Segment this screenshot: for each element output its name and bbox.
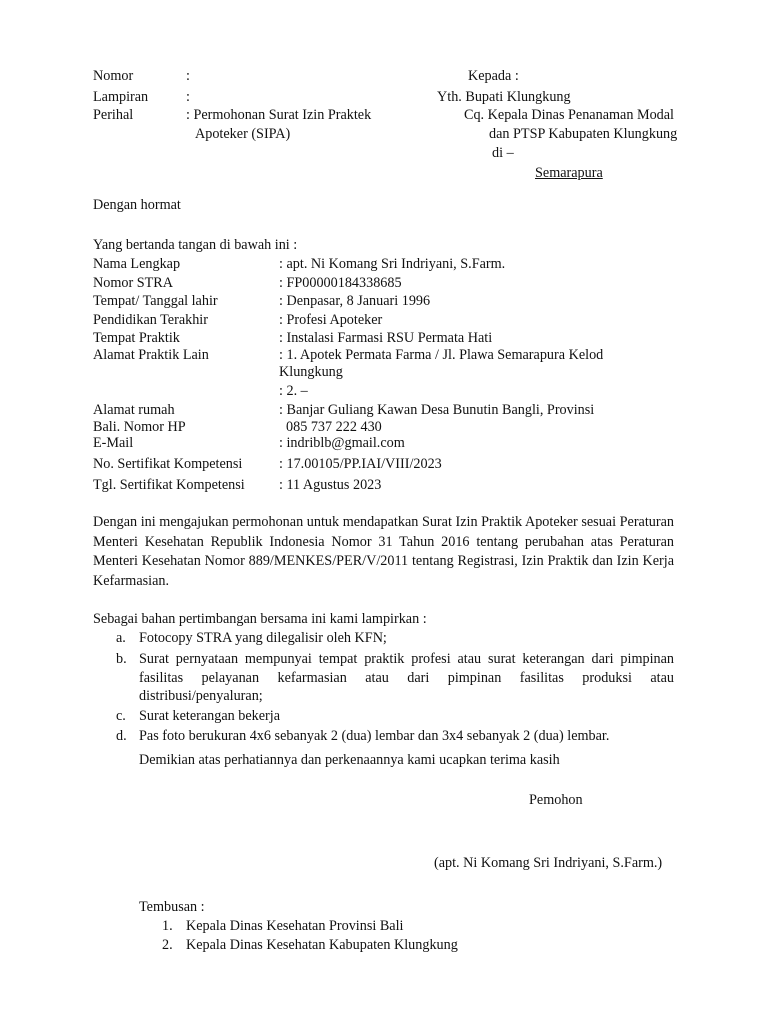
signature-name: (apt. Ni Komang Sri Indriyani, S.Farm.) <box>434 855 663 871</box>
identity-value: : FP00000184338685 <box>279 275 402 291</box>
recipient-cq: Cq. Kepala Dinas Penanaman Modal <box>464 107 674 123</box>
list-marker: 1. <box>162 918 173 934</box>
list-marker: 2. <box>162 937 173 953</box>
identity-value: : indriblb@gmail.com <box>279 435 405 451</box>
list-marker: b. <box>116 651 127 667</box>
nomor-colon: : <box>186 68 190 84</box>
recipient-city: Semarapura <box>535 165 603 181</box>
list-item: Kepala Dinas Kesehatan Provinsi Bali <box>186 918 404 934</box>
signature-role: Pemohon <box>529 792 583 808</box>
lampiran-colon: : <box>186 89 190 105</box>
list-marker: a. <box>116 630 126 646</box>
list-item: Surat pernyataan mempunyai tempat praktik profesi atau surat keterangan dari pimpinan fasilitas pelayanan kefarmasian atau dari pimpinan fasilitas produksi atau distribusi/penyaluran; <box>139 651 674 704</box>
closing-sentence: Demikian atas perhatiannya dan perkenaannya kami ucapkan terima kasih <box>139 752 560 768</box>
identity-label: Nomor STRA <box>93 275 174 291</box>
identity-value: : Denpasar, 8 Januari 1996 <box>279 293 431 309</box>
nomor-label: Nomor <box>93 68 134 84</box>
identity-value: : 2. – <box>279 383 308 399</box>
attachments-intro: Sebagai bahan pertimbangan bersama ini kami lampirkan : <box>93 611 427 627</box>
identity-value: : 11 Agustus 2023 <box>279 477 382 493</box>
identity-label: Bali. Nomor HP <box>93 419 186 435</box>
list-item: Fotocopy STRA yang dilegalisir oleh KFN; <box>139 630 387 646</box>
list-item: Surat keterangan bekerja <box>139 708 281 724</box>
identity-value: : Banjar Guliang Kawan Desa Bunutin Bangli, Provinsi <box>279 402 595 418</box>
identity-label: Alamat Praktik Lain <box>93 347 209 363</box>
identity-label: Nama Lengkap <box>93 256 181 272</box>
identity-label: E-Mail <box>93 435 134 451</box>
identity-label: No. Sertifikat Kompetensi <box>93 456 243 472</box>
recipient-cq-2: dan PTSP Kabupaten Klungkung <box>489 126 678 142</box>
identity-value: : Profesi Apoteker <box>279 312 383 328</box>
identity-value-continued: Klungkung <box>279 364 343 380</box>
identity-value: : apt. Ni Komang Sri Indriyani, S.Farm. <box>279 256 506 272</box>
list-marker: c. <box>116 708 126 724</box>
perihal-label: Perihal <box>93 107 134 123</box>
kepada-label: Kepada : <box>468 68 519 84</box>
cc-title: Tembusan : <box>139 899 205 915</box>
identity-intro: Yang bertanda tangan di bawah ini : <box>93 237 298 253</box>
identity-value: 085 737 222 430 <box>286 419 382 435</box>
identity-value: : Instalasi Farmasi RSU Permata Hati <box>279 330 493 346</box>
list-item: Pas foto berukuran 4x6 sebanyak 2 (dua) lembar dan 3x4 sebanyak 2 (dua) lembar. <box>139 728 610 744</box>
identity-label: Tempat Praktik <box>93 330 180 346</box>
lampiran-label: Lampiran <box>93 89 149 105</box>
perihal-line-2: Apoteker (SIPA) <box>195 126 291 142</box>
identity-label: Tempat/ Tanggal lahir <box>93 293 218 309</box>
identity-value: : 1. Apotek Permata Farma / Jl. Plawa Semarapura Kelod <box>279 347 604 363</box>
recipient-title: Yth. Bupati Klungkung <box>437 89 571 105</box>
list-marker: d. <box>116 728 127 744</box>
list-item: Kepala Dinas Kesehatan Kabupaten Klungkung <box>186 937 458 953</box>
request-paragraph: Dengan ini mengajukan permohonan untuk mendapatkan Surat Izin Praktik Apoteker sesuai Peraturan Menteri Kesehatan Republik Indonesia Nomor 31 Tahun 2016 tentang perubahan atas Peraturan Menteri Kesehatan Nomor 889/MENKES/PER/V/2011 tentang Registrasi, Izin Praktik dan Izin Kerja Kefarmasian. <box>93 514 674 589</box>
identity-label: Tgl. Sertifikat Kompetensi <box>93 477 245 493</box>
recipient-di: di – <box>492 145 514 161</box>
identity-label: Alamat rumah <box>93 402 175 418</box>
perihal-line-1: : Permohonan Surat Izin Praktek <box>186 107 372 123</box>
identity-value: : 17.00105/PP.IAI/VIII/2023 <box>279 456 442 472</box>
greeting: Dengan hormat <box>93 197 181 213</box>
identity-label: Pendidikan Terakhir <box>93 312 208 328</box>
